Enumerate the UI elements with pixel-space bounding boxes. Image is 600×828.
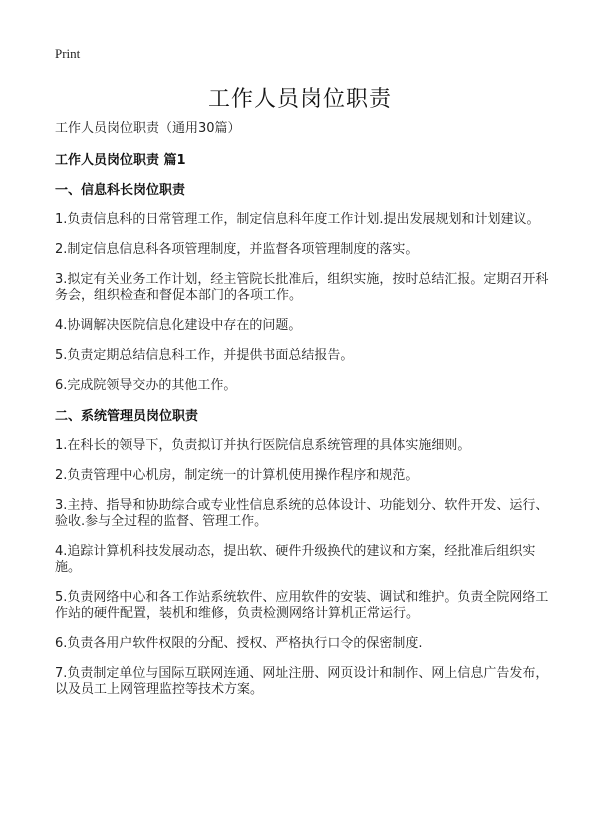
list-item: 2.制定信息信息科各项管理制度，并监督各项管理制度的落实。: [55, 242, 419, 257]
list-item: 6.负责各用户软件权限的分配、授权、严格执行口令的保密制度.: [55, 636, 423, 651]
list-item: 4.协调解决医院信息化建设中存在的问题。: [55, 318, 302, 333]
section-system-admin: [55, 408, 555, 698]
list-item: 1.负责信息科的日常管理工作，制定信息科年度工作计划.提出发展规划和计划建议。: [55, 212, 540, 227]
list-item: 2.负责管理中心机房，制定统一的计算机使用操作程序和规范。: [55, 468, 419, 483]
list-item: 3.主持、指导和协助综合或专业性信息系统的总体设计、功能划分、软件开发、运行、验收.参与全过程的监督、管理工作。: [55, 498, 549, 529]
list-item: 6.完成院领导交办的其他工作。: [55, 378, 237, 393]
article-title: 工作人员岗位职责 篇1: [55, 153, 186, 168]
section-heading: 二、系统管理员岗位职责: [55, 409, 199, 424]
section-info-director: [55, 182, 555, 394]
list-item: 7.负责制定单位与国际互联网连通、网址注册、网页设计和制作、网上信息广告发布，以及员工上网管理监控等技术方案。: [55, 666, 549, 697]
section-heading: 一、信息科长岗位职责: [55, 183, 186, 198]
list-item: 5.负责定期总结信息科工作，并提供书面总结报告。: [55, 348, 354, 363]
page-title: 工作人员岗位职责: [207, 87, 392, 112]
print-link[interactable]: Print: [55, 46, 81, 61]
list-item: 3.拟定有关业务工作计划，经主管院长批准后，组织实施，按时总结汇报。定期召开科务会，组织检查和督促本部门的各项工作。: [55, 272, 549, 303]
list-item: 5.负责网络中心和各工作站系统软件、应用软件的安装、调试和维护。负责全院网络工作站的硬件配置，装机和维修，负责检测网络计算机正常运行。: [55, 590, 549, 621]
list-item: 4.追踪计算机科技发展动态，提出软、硬件升级换代的建议和方案，经批准后组织实施。: [55, 544, 536, 575]
document-subtitle: 工作人员岗位职责（通用30篇）: [55, 121, 241, 136]
list-item: 1.在科长的领导下，负责拟订并执行医院信息系统管理的具体实施细则。: [55, 438, 471, 453]
document-body: [55, 120, 555, 712]
